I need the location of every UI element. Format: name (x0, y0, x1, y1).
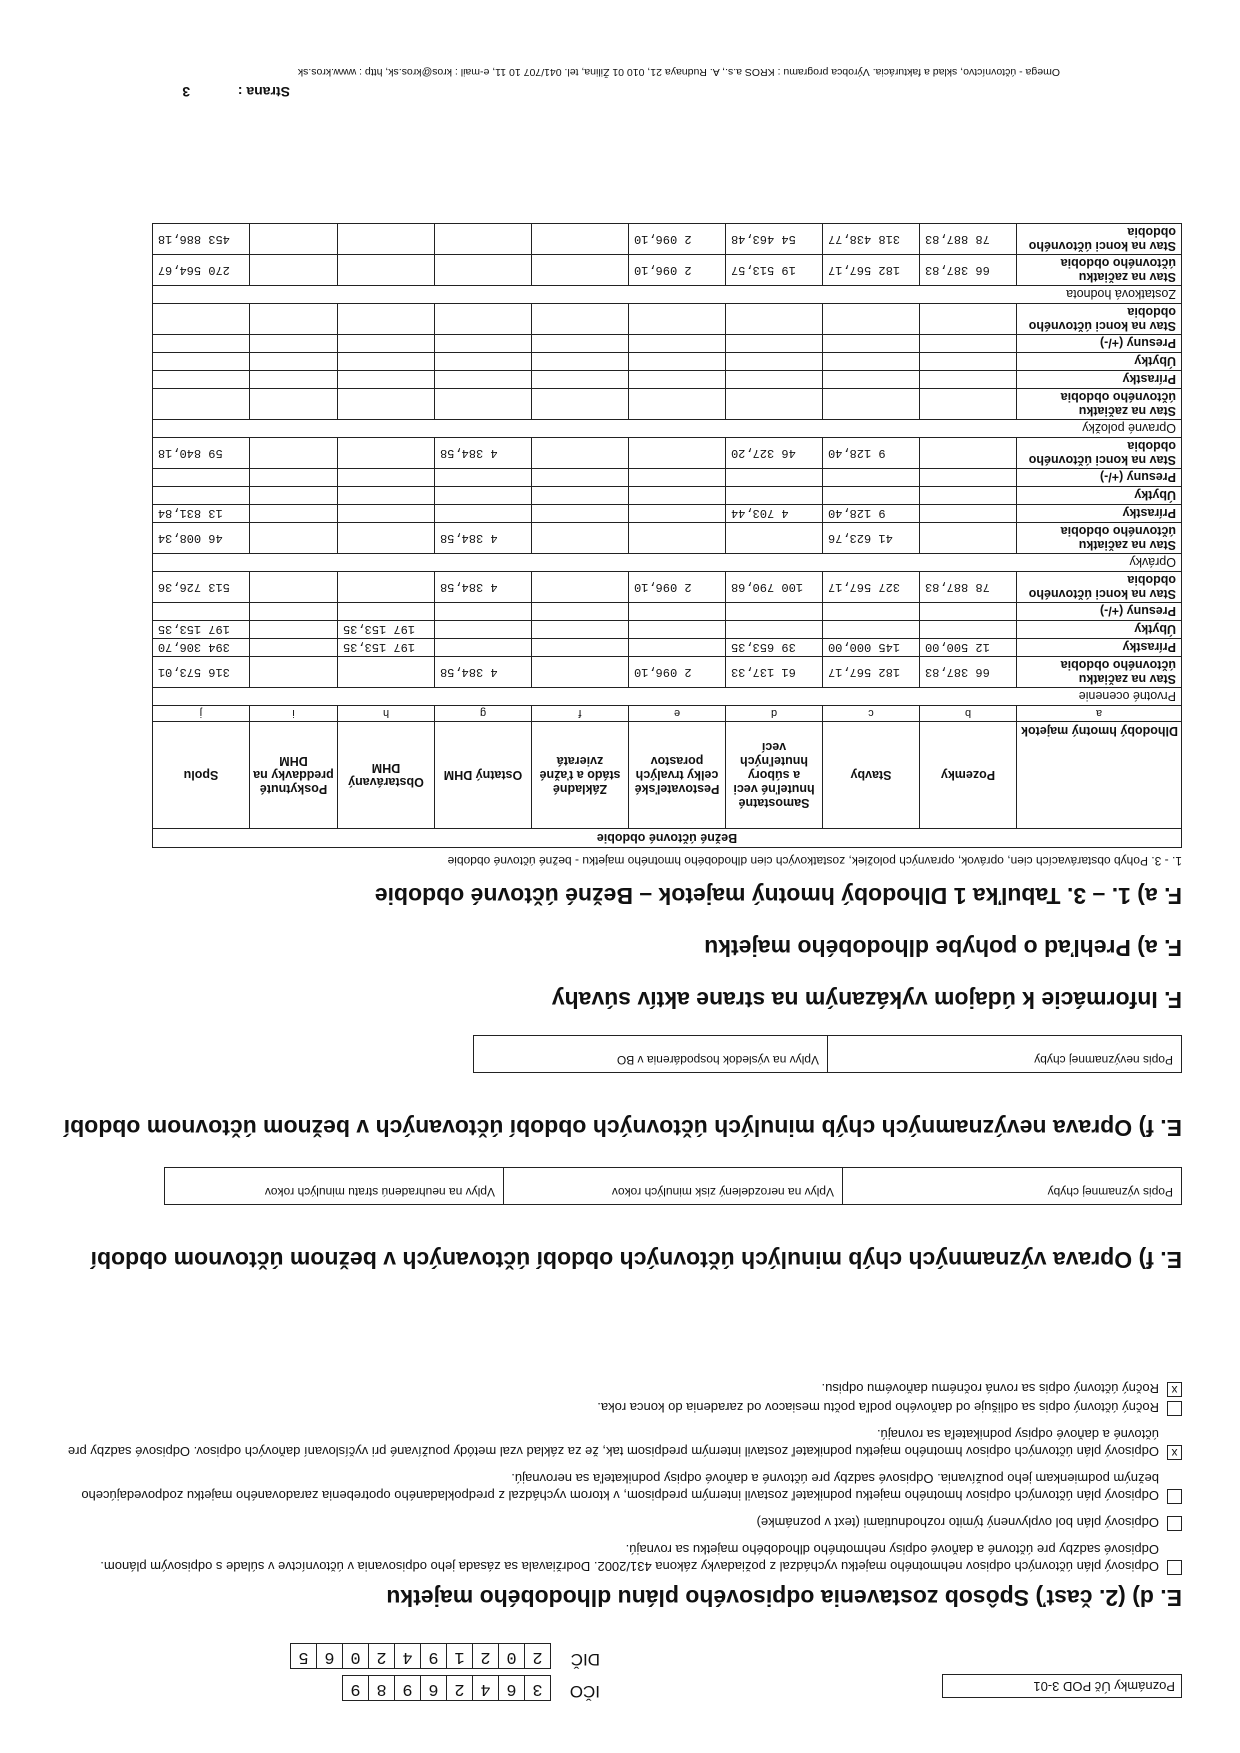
table-cell (532, 469, 629, 487)
ef1-col3: Vplyv na neuhradenú stratu minulých rokov (164, 1167, 504, 1205)
table-cell (250, 469, 338, 487)
ed-option (62, 1380, 1182, 1397)
table-cell (250, 389, 338, 420)
section-ef1-title: E. f) Oprava významných chýb minulých účtovných období účtovaných v bežnom účtovnom období (90, 1247, 1182, 1273)
table-cell (152, 603, 249, 621)
ico-digit: 3 (524, 1675, 551, 1701)
column-letter: b (920, 706, 1017, 722)
table-row (152, 304, 1181, 335)
row-label: Úbytky (1017, 353, 1182, 371)
checkbox[interactable]: x (1167, 1382, 1182, 1397)
section-ef2-title: E. f) Oprava nevýznamných chýb minulých účtovných období účtovaných v bežnom účtovnom období (63, 1115, 1182, 1141)
table-cell (435, 304, 532, 335)
checkbox[interactable] (1167, 1401, 1182, 1416)
table-cell (920, 335, 1017, 353)
table-cell (338, 389, 435, 420)
table-cell (532, 523, 629, 554)
section-label: Zostatková hodnota (152, 286, 1181, 304)
column-header: Samostatné hnuteľné veci a súbory hnuteľných vecí (726, 722, 823, 829)
table-cell: 182 567,17 (823, 255, 920, 286)
table-cell (152, 371, 249, 389)
dic-digit: 4 (394, 1643, 421, 1669)
table-cell: 4 384,58 (435, 438, 532, 469)
column-letter: h (338, 706, 435, 722)
table-cell: 78 887,83 (920, 572, 1017, 603)
ico-digit: 4 (472, 1675, 499, 1701)
table-cell (920, 371, 1017, 389)
table-cell (629, 371, 726, 389)
section-ed-title: E. d) (2. časť) Spôsob zostavenia odpisového plánu dlhodobého majetku (386, 1585, 1182, 1611)
page-number: 3 (182, 84, 191, 100)
table-cell: 145 000,00 (823, 639, 920, 657)
ico-digit: 8 (368, 1675, 395, 1701)
table-cell (823, 621, 920, 639)
page-label-text: Strana : (237, 84, 290, 100)
table-cell (152, 304, 249, 335)
table-cell (629, 389, 726, 420)
ico-digit: 6 (498, 1675, 525, 1701)
table-row (152, 389, 1181, 420)
column-header: Ostatný DHM (435, 722, 532, 829)
table-cell: 197 153,35 (152, 621, 249, 639)
table-cell (726, 353, 823, 371)
column-letter: f (532, 706, 629, 722)
dic-digit: 1 (446, 1643, 473, 1669)
section-label: Prvotné ocenenie (152, 688, 1181, 706)
table-cell (435, 371, 532, 389)
row-label: Prírastky (1017, 639, 1182, 657)
row-label: Presuny (+/-) (1017, 469, 1182, 487)
table-cell (250, 572, 338, 603)
row-label: Presuny (+/-) (1017, 335, 1182, 353)
table-cell (920, 438, 1017, 469)
table-cell: 13 831,84 (152, 505, 249, 523)
column-letter: a (1017, 706, 1182, 722)
table-cell: 9 128,40 (823, 505, 920, 523)
table-note: 1. - 3. Pohyb obstarávacích cien, oprávok, opravných položiek, zostatkových cien dlhodobého hmotného majetku - bežné účtovné obdobie (447, 854, 1182, 868)
table-cell (532, 371, 629, 389)
table-cell (629, 304, 726, 335)
table-cell (532, 621, 629, 639)
table-cell (532, 353, 629, 371)
row-label: Prírastky (1017, 371, 1182, 389)
table-cell: 46 008,34 (152, 523, 249, 554)
table-cell: 66 387,83 (920, 255, 1017, 286)
table-cell (250, 639, 338, 657)
table-cell (338, 487, 435, 505)
table-cell (726, 335, 823, 353)
row-label: Stav na konci účtovného obdobia (1017, 304, 1182, 335)
table-cell: 46 327,20 (726, 438, 823, 469)
table-cell: 327 567,17 (823, 572, 920, 603)
section-label: Opravné položky (152, 420, 1181, 438)
table-cell: 2 096,10 (629, 572, 726, 603)
column-header: Základné stádo a ťažné zvieratá (532, 722, 629, 829)
section-label: Oprávky (152, 554, 1181, 572)
table-cell (532, 657, 629, 688)
row-label: Stav na konci účtovného obdobia (1017, 224, 1182, 255)
row-label: Presuny (+/-) (1017, 603, 1182, 621)
ico-digit: 9 (342, 1675, 369, 1701)
section-row (152, 286, 1181, 304)
table-cell: 2 096,10 (629, 657, 726, 688)
table-cell (435, 487, 532, 505)
section-row (152, 420, 1181, 438)
column-header: Obstarávaný DHM (338, 722, 435, 829)
table-cell (532, 224, 629, 255)
table-cell (726, 389, 823, 420)
table-cell (920, 389, 1017, 420)
table-cell: 9 128,40 (823, 438, 920, 469)
ed-option-text: Ročný účtovný odpis sa rovná ročnému daňovému odpisu. (821, 1381, 1159, 1396)
dic-digit: 0 (342, 1643, 369, 1669)
table-cell (338, 603, 435, 621)
table-cell (532, 572, 629, 603)
table-cell: 394 306,70 (152, 639, 249, 657)
table-cell (338, 523, 435, 554)
table-cell (338, 469, 435, 487)
table-cell: 4 703,44 (726, 505, 823, 523)
table-cell: 318 438,77 (823, 224, 920, 255)
table-cell (532, 487, 629, 505)
table-cell (532, 603, 629, 621)
checkbox[interactable]: x (1167, 1445, 1182, 1460)
ico-digit: 9 (394, 1675, 421, 1701)
table-row (152, 371, 1181, 389)
checkbox[interactable] (1167, 1489, 1182, 1504)
table-cell: 453 886,18 (152, 224, 249, 255)
table-cell (532, 639, 629, 657)
table-cell: 12 500,00 (920, 639, 1017, 657)
table-cell (823, 353, 920, 371)
dhm-table (152, 223, 1182, 848)
table-cell (338, 304, 435, 335)
table-cell (823, 371, 920, 389)
column-header: Stavby (823, 722, 920, 829)
row-label: Stav na začiatku účtovného obdobia (1017, 255, 1182, 286)
table-cell: 197 153,35 (338, 621, 435, 639)
table-row (152, 621, 1181, 639)
table-cell (726, 469, 823, 487)
table-cell (435, 389, 532, 420)
table-cell (435, 621, 532, 639)
table-cell (435, 639, 532, 657)
column-letter: d (726, 706, 823, 722)
ed-option-text: Odpisový plán účtovných odpisov hmotného majetku podnikateľ zostavil interným predpisom, v ktorom vychádzal z predpokladaného opotrebenia zaradovaného majetku zodpovedajúceho bežným podmienkam jeho používania. Odpisové sadzby pre účtovné a daňové odpisy podnikateľa sa nerovnajú. (81, 1471, 1159, 1503)
table-cell (250, 487, 338, 505)
ed-option-text: Odpisový plán účtovných odpisov nehmotného majetku vychádzal z požiadavky zákona 431/2002. Dodržiavala sa zásada jeho odpisovania v účtovníctve v súlade s odpisovým plánom. Odpisové sadzby pre účtovné a daňové odpisy nehmotného dlhodobého majetku sa rovnajú. (100, 1542, 1159, 1574)
column-header: Poskytnuté preddavky na DHM (250, 722, 338, 829)
table-cell: 182 567,17 (823, 657, 920, 688)
row-label: Prírastky (1017, 505, 1182, 523)
table-cell (823, 603, 920, 621)
column-header: Spolu (152, 722, 249, 829)
table-cell (435, 255, 532, 286)
producer-footer: Omega - účtovníctvo, sklad a fakturácia. Výrobca programu : KROS a.s., A. Rudnaya 21, 010 01 Žilina, tel. 041/707 10 11, e-mail : kros@kros.sk, http : www.kros.sk (297, 66, 1060, 78)
table-cell (250, 438, 338, 469)
column-header: Pozemky (920, 722, 1017, 829)
table-cell (338, 371, 435, 389)
table-cell (250, 304, 338, 335)
ed-option (62, 1470, 1182, 1504)
table-cell: 59 840,18 (152, 438, 249, 469)
table-cell (629, 523, 726, 554)
table-cell (629, 621, 726, 639)
table-cell (435, 353, 532, 371)
dic-digit: 9 (420, 1643, 447, 1669)
table-cell: 100 790,68 (726, 572, 823, 603)
table-cell (629, 505, 726, 523)
table-cell (338, 572, 435, 603)
table-cell (629, 639, 726, 657)
table-cell (532, 389, 629, 420)
checkbox[interactable] (1167, 1516, 1182, 1531)
table-cell (726, 304, 823, 335)
ed-option (62, 1541, 1182, 1575)
table-cell (629, 487, 726, 505)
table-cell (250, 224, 338, 255)
table-cell (920, 621, 1017, 639)
table-row (152, 603, 1181, 621)
table-row (152, 523, 1181, 554)
table-cell (629, 469, 726, 487)
table-cell: 19 513,57 (726, 255, 823, 286)
letter-row (152, 706, 1181, 722)
table-title: F. a) 1. – 3. Tabuľka 1 Dlhodobý hmotný majetok – Bežné účtovné obdobie (374, 883, 1182, 909)
dic-digit: 2 (368, 1643, 395, 1669)
table-row (152, 639, 1181, 657)
table-cell (532, 505, 629, 523)
section-row (152, 688, 1181, 706)
page-label (182, 84, 290, 100)
table-cell (823, 487, 920, 505)
table-cell (920, 505, 1017, 523)
table-cell (726, 487, 823, 505)
table-cell (920, 603, 1017, 621)
table-cell (338, 657, 435, 688)
table-cell (152, 469, 249, 487)
table-cell (152, 353, 249, 371)
table-cell (250, 505, 338, 523)
table-cell (532, 255, 629, 286)
table-row (152, 505, 1181, 523)
period-row (152, 829, 1181, 848)
ico-digits (342, 1675, 550, 1701)
column-letter: j (152, 706, 249, 722)
table-cell (338, 438, 435, 469)
table-cell (435, 224, 532, 255)
row-label: Stav na začiatku účtovného obdobia (1017, 389, 1182, 420)
section-f-subtitle: F. a) Prehľad o pohybe dlhodobého majetku (704, 935, 1182, 961)
dic-digit: 0 (498, 1643, 525, 1669)
table-row (152, 335, 1181, 353)
table-cell (629, 335, 726, 353)
table-cell (726, 371, 823, 389)
table-cell (250, 353, 338, 371)
row-label: Stav na konci účtovného obdobia (1017, 438, 1182, 469)
row-label: Stav na začiatku účtovného obdobia (1017, 657, 1182, 688)
table-cell (435, 505, 532, 523)
table-cell (920, 304, 1017, 335)
table-cell (629, 353, 726, 371)
ed-option (62, 1514, 1182, 1531)
table-row (152, 657, 1181, 688)
table-cell: 39 653,35 (726, 639, 823, 657)
table-row (152, 353, 1181, 371)
table-cell: 4 384,58 (435, 657, 532, 688)
table-cell (823, 304, 920, 335)
table-row (152, 487, 1181, 505)
table-cell (338, 505, 435, 523)
table-cell (629, 603, 726, 621)
dic-label: DIČ (570, 1650, 600, 1669)
period-header: Bežné účtovné obdobie (152, 829, 1181, 848)
ef2-col2: Vplyv na výsledok hospodárenia v BO (473, 1035, 828, 1073)
dic-digits (290, 1643, 550, 1669)
table-cell (152, 487, 249, 505)
table-cell: 4 384,58 (435, 523, 532, 554)
doc-label: Poznámky Úč POD 3-01 (942, 1674, 1182, 1698)
table-row (152, 469, 1181, 487)
table-row (152, 438, 1181, 469)
table-cell (532, 335, 629, 353)
table-cell (250, 621, 338, 639)
table-cell (726, 523, 823, 554)
ed-option-text: Odpisový plán účtovných odpisov hmotného majetku podnikateľ zostavil interným predpisom tak, že za základ vzal metódy používané pri vyčíslovaní daňových odpisov. Odpisové sadzby pre účtovné a daňové odpisy podnikateľa sa rovnajú. (67, 1427, 1159, 1459)
table-cell (435, 335, 532, 353)
column-letter: e (629, 706, 726, 722)
table-cell: 197 153,35 (338, 639, 435, 657)
ef1-col2: Vplyv na nerozdelený zisk minulých rokov (503, 1167, 843, 1205)
table-cell (726, 603, 823, 621)
dic-digit: 2 (472, 1643, 499, 1669)
table-cell (823, 335, 920, 353)
table-cell (435, 603, 532, 621)
ed-options (62, 1378, 1182, 1575)
first-col-header: Dlhodobý hmotný majetok (1017, 722, 1182, 829)
table-cell (726, 621, 823, 639)
table-cell: 54 463,48 (726, 224, 823, 255)
table-cell (920, 469, 1017, 487)
table-cell (338, 335, 435, 353)
ed-option-text: Odpisový plán bol ovplyvnený týmito rozhodnutiami (text v poznámke) (756, 1515, 1159, 1530)
ed-option-text: Ročný účtovný odpis sa odlišuje od daňového podľa počtu mesiacov od zaradenia do konca roka. (597, 1400, 1159, 1415)
ef2-col1: Popis nevýznamnej chyby (827, 1035, 1182, 1073)
table-cell: 41 623,76 (823, 523, 920, 554)
table-cell (920, 487, 1017, 505)
table-cell (250, 523, 338, 554)
column-header: Pestovateľské celky trvalých porastov (629, 722, 726, 829)
table-row (152, 572, 1181, 603)
row-label: Stav na konci účtovného obdobia (1017, 572, 1182, 603)
ed-option (62, 1426, 1182, 1460)
ef1-col1: Popis významnej chyby (842, 1167, 1182, 1205)
table-cell (435, 469, 532, 487)
table-cell (338, 255, 435, 286)
table-cell (920, 353, 1017, 371)
table-cell: 2 096,10 (629, 255, 726, 286)
column-letter: c (823, 706, 920, 722)
table-cell: 66 387,83 (920, 657, 1017, 688)
table-row (152, 224, 1181, 255)
table-cell (629, 438, 726, 469)
ico-digit: 6 (420, 1675, 447, 1701)
table-cell (532, 304, 629, 335)
table-cell (823, 469, 920, 487)
table-cell: 4 384,58 (435, 572, 532, 603)
dic-digit: 6 (316, 1643, 343, 1669)
table-cell (823, 389, 920, 420)
section-row (152, 554, 1181, 572)
column-letter: i (250, 706, 338, 722)
table-cell: 316 573,01 (152, 657, 249, 688)
table-cell: 270 564,67 (152, 255, 249, 286)
table-cell: 61 137,33 (726, 657, 823, 688)
table-cell (250, 657, 338, 688)
dic-digit: 5 (290, 1643, 317, 1669)
column-header-row (152, 722, 1181, 829)
column-letter: g (435, 706, 532, 722)
table-cell (920, 523, 1017, 554)
table-cell (250, 371, 338, 389)
row-label: Úbytky (1017, 487, 1182, 505)
checkbox[interactable] (1167, 1560, 1182, 1575)
row-label: Stav na začiatku účtovného obdobia (1017, 523, 1182, 554)
table-cell (338, 224, 435, 255)
table-cell: 513 726,36 (152, 572, 249, 603)
table-cell (250, 335, 338, 353)
table-cell (532, 438, 629, 469)
table-cell (338, 353, 435, 371)
dic-digit: 2 (524, 1643, 551, 1669)
ed-option (62, 1399, 1182, 1416)
row-label: Úbytky (1017, 621, 1182, 639)
table-cell (250, 255, 338, 286)
ico-label: IČO (569, 1682, 600, 1701)
table-cell (250, 603, 338, 621)
table-cell: 78 887,83 (920, 224, 1017, 255)
ico-digit: 2 (446, 1675, 473, 1701)
table-cell (152, 389, 249, 420)
table-row (152, 255, 1181, 286)
section-f-title: F. Informácie k údajom vykázaným na strane aktív súvahy (551, 987, 1182, 1013)
table-cell (152, 335, 249, 353)
table-cell: 2 096,10 (629, 224, 726, 255)
